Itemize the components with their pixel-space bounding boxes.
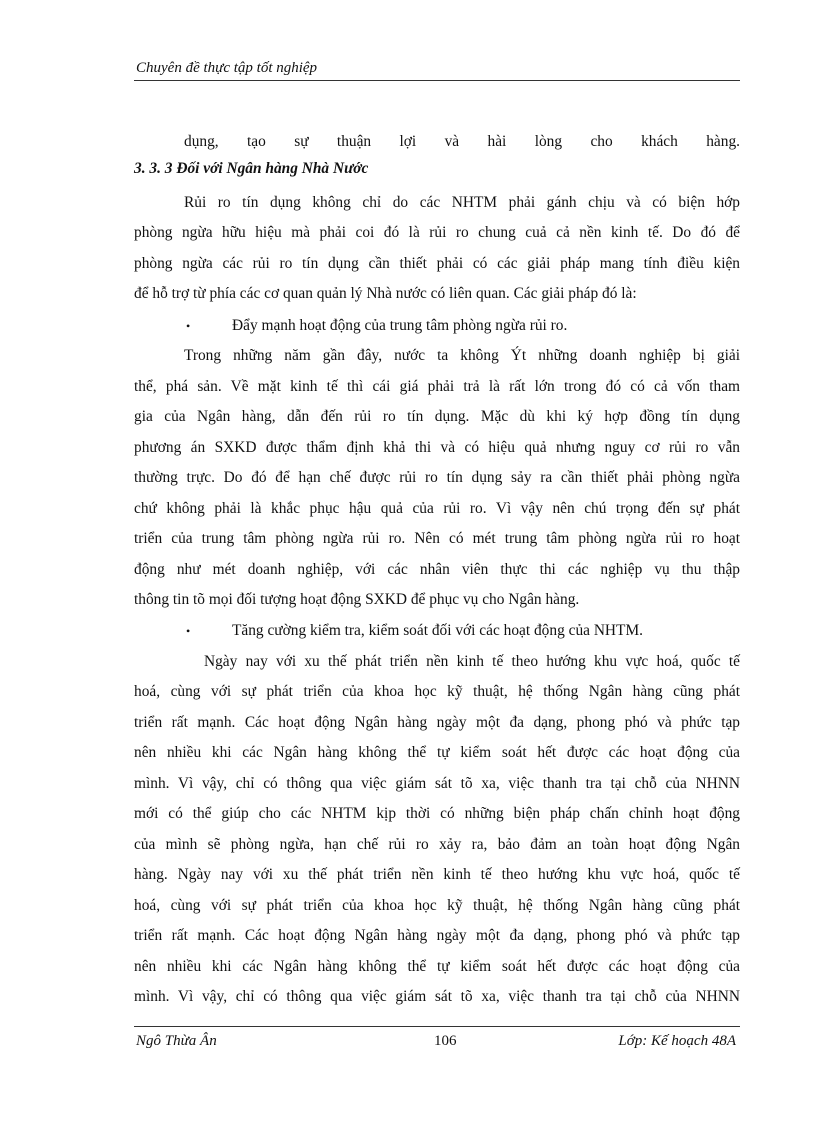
paragraph-line: nên nhiều khi các Ngân hàng không thể tự kiểm soát hết được các hoạt động của (134, 958, 740, 975)
paragraph-line: Rủi ro tín dụng không chỉ do các NHTM phải gánh chịu và có biện hớp (184, 194, 740, 211)
page-header (134, 58, 740, 81)
paragraph-line: gia của Ngân hàng, dẫn đến rủi ro tín dụng. Mặc dù khi ký hợp đồng tín dụng (134, 408, 740, 425)
header-title: Chuyên đề thực tập tốt nghiệp (136, 60, 318, 76)
paragraph-line: dụng, tạo sự thuận lợi và hài lòng cho khách hàng. (184, 133, 740, 150)
footer-author: Ngô Thừa Ân (136, 1033, 217, 1049)
bullet-icon: • (186, 624, 191, 638)
paragraph-line: hoá, cùng với sự phát triển của khoa học kỹ thuật, hệ thống Ngân hàng cũng phát (134, 683, 740, 700)
bullet-text: Tăng cường kiểm tra, kiểm soát đối với các hoạt động của NHTM. (232, 622, 643, 639)
bullet-icon: • (186, 319, 191, 333)
paragraph-line: phòng ngừa hữu hiệu mà phải coi đó là rủi ro chung cuả cả nền kinh tế. Do đó để (134, 224, 740, 241)
page-number: 106 (434, 1033, 457, 1049)
paragraph-line: thường trực. Do đó để hạn chế được rủi ro tín dụng sảy ra cần thiết phải phòng ngừa (134, 469, 740, 486)
page-footer (134, 1026, 740, 1057)
paragraph-line: nên nhiều khi các Ngân hàng không thể tự kiểm soát hết được các hoạt động của (134, 744, 740, 761)
paragraph-line: triển của trung tâm phòng ngừa rủi ro. Nên có mét trung tâm phòng ngừa rủi ro hoạt (134, 530, 740, 547)
paragraph-line: để hỗ trợ từ phía các cơ quan quản lý Nhà nước có liên quan. Các giải pháp đó là: (134, 285, 637, 302)
paragraph-line: động như mét doanh nghiệp, với các nhân viên thực thi các nghiệp vụ thu thập (134, 561, 740, 578)
bullet-text: Đẩy mạnh hoạt động của trung tâm phòng ngừa rủi ro. (232, 317, 568, 334)
paragraph-line: Ngày nay với xu thế phát triển nền kinh tế theo hướng khu vực hoá, quốc tế (204, 653, 740, 670)
paragraph-line: mình. Vì vậy, chỉ có thông qua việc giám sát tõ xa, việc thanh tra tại chỗ của NHNN (134, 775, 740, 792)
paragraph-line: thông tin tõ mọi đối tượng hoạt động SXKD để phục vụ cho Ngân hàng. (134, 591, 580, 608)
section-heading: 3. 3. 3 Đối với Ngân hàng Nhà Nước (134, 160, 369, 177)
paragraph-line: triển rất mạnh. Các hoạt động Ngân hàng ngày một đa dạng, phong phó và phức tạp (134, 927, 740, 944)
paragraph-line: hoá, cùng với sự phát triển của khoa học kỹ thuật, hệ thống Ngân hàng cũng phát (134, 897, 740, 914)
paragraph-line: của mình sẽ phòng ngừa, hạn chế rủi ro xảy ra, bảo đảm an toàn hoạt động Ngân (134, 836, 740, 853)
paragraph-line: hàng. Ngày nay với xu thế phát triển nền kinh tế theo hướng khu vực hoá, quốc tế (134, 866, 740, 883)
paragraph-line: mình. Vì vậy, chỉ có thông qua việc giám sát tõ xa, việc thanh tra tại chỗ của NHNN (134, 988, 740, 1005)
paragraph-line: mới có thể giúp cho các NHTM kịp thời có những biện pháp chấn chỉnh hoạt động (134, 805, 740, 822)
paragraph-line: thể, phá sản. Về mặt kinh tế thì cái giá phải trả là rất lớn trong đó có cả vốn tham (134, 378, 740, 395)
paragraph-line: chứ không phải là khắc phục hậu quả của rủi ro. Vì vậy nên chú trọng đến sự phát (134, 500, 740, 517)
paragraph-line: Trong những năm gần đây, nước ta không Ýt những doanh nghiệp bị giải (184, 347, 740, 364)
paragraph-line: triển rất mạnh. Các hoạt động Ngân hàng ngày một đa dạng, phong phó và phức tạp (134, 714, 740, 731)
paragraph-line: phòng ngừa các rủi ro tín dụng cần thiết phải có các giải pháp mang tính điều kiện (134, 255, 740, 272)
footer-class: Lớp: Kế hoạch 48A (618, 1033, 736, 1049)
paragraph-line: phương án SXKD được thẩm định khả thi và có hiệu quả nhưng nguy cơ rủi ro vẫn (134, 439, 740, 456)
